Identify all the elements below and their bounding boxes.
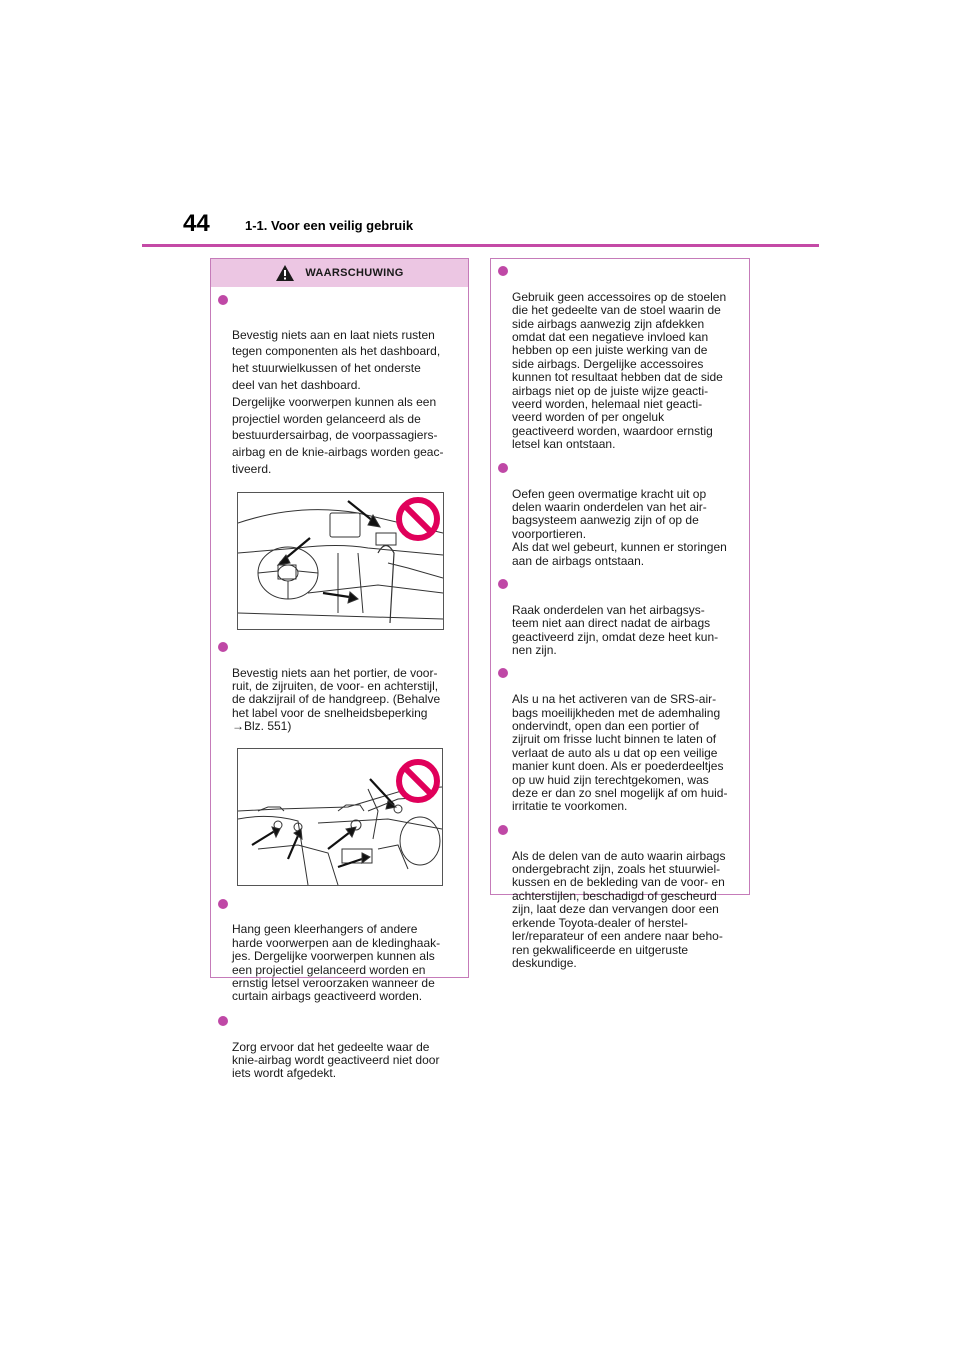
bullet-icon xyxy=(498,266,508,276)
page-number: 44 xyxy=(183,210,210,237)
dashboard-illustration xyxy=(237,492,444,630)
bullet-icon xyxy=(218,1016,228,1026)
list-item-text: Zorg ervoor dat het gedeelte waar de knie-airbag wordt geactiveerd niet door iets wordt afgedekt. xyxy=(232,1039,440,1081)
header-rule xyxy=(142,244,819,247)
warning-triangle-icon xyxy=(275,264,295,282)
list-item xyxy=(215,640,460,734)
warning-header xyxy=(211,259,468,287)
bullet-icon xyxy=(218,295,228,305)
list-item-text: Raak onderdelen van het airbagsys- teem niet aan direct nadat de airbags geactiveerd zijn, omdat deze heet kun- nen zijn. xyxy=(512,602,719,657)
list-item xyxy=(215,1014,460,1081)
bullet-icon xyxy=(218,642,228,652)
list-item-text: Gebruik geen accessoires op de stoelen die het gedeelte van de stoel waarin de side airbags aanwezig zijn afdekken omdat dat een negatieve invloed kan hebben op een juiste werking van de side airbags. Dergelijke accessoires kunnen tot resultaat hebben dat de side airbags niet op de juiste wijze geacti- veerd worden, helemaal niet geacti- veerd worden of per ongeluk geactiveerd worden, waardoor ernstig letsel kan ontstaan. xyxy=(512,289,727,452)
warning-box-right xyxy=(490,258,750,970)
list-item-text: Als u na het activeren van de SRS-air- bags moeilijkheden met de ademhaling ondervindt, open dan een portier of zijruit om frisse lucht binnen te laten of verlaat de auto als u dat op een veilige manier kunt doen. Als er poederdeeltjes op uw huid zijn terechtgekomen, was deze er dan zo snel mogelijk af om huid- irritatie te voorkomen. xyxy=(512,692,728,814)
bullet-icon xyxy=(498,668,508,678)
list-item-text: Hang geen kleerhangers of andere harde voorwerpen aan de kledinghaak- jes. Dergelijke voorwerpen kunnen als een projectiel gelanceerd worden en ernstig letsel veroorzaken wanneer de curtain airbags geactiveerd worden. xyxy=(232,922,441,1004)
warning-box-left xyxy=(210,258,469,1081)
list-item xyxy=(495,577,743,657)
bullet-icon xyxy=(218,899,228,909)
list-item xyxy=(215,293,460,478)
bullet-icon xyxy=(498,463,508,473)
list-item-text: Bevestig niets aan het portier, de voor- ruit, de zijruiten, de voor- en achterstijl, de dakzijrail of de handgreep. (Behalve het label voor de snelheidsbeperking →Blz. 551) xyxy=(232,665,441,734)
section-title: 1-1. Voor een veilig gebruik xyxy=(245,218,414,233)
list-item-text: Bevestig niets aan en laat niets rusten tegen componenten als het dashboard, het stuurwielkussen of het onderste deel van het dashboard. Dergelijke voorwerpen kunnen als een projectiel worden gelanceerd als de bestuurdersairbag, de voorpassagiers- airbag en de knie-airbags worden geac- tiveerd. xyxy=(232,327,444,476)
list-item xyxy=(495,461,743,568)
bullet-icon xyxy=(498,825,508,835)
list-item xyxy=(495,823,743,970)
list-item-text: Oefen geen overmatige kracht uit op delen waarin onderdelen van het air- bagsysteem aanwezig zijn of op de voorportieren. Als dat wel gebeurt, kunnen er storingen aan de airbags ontstaan. xyxy=(512,486,727,568)
list-item-text: Als de delen van de auto waarin airbags ondergebracht zijn, zoals het stuurwiel- kussen en de bekleding van de voor- en achterstijlen, beschadigd of gescheurd zijn, laat deze dan vervangen door een erkende Toyota-dealer of herstel- ler/reparateur of een andere naar beho- ren gekwalificeerde en uitgeruste deskundige. xyxy=(512,848,726,970)
list-item xyxy=(495,264,743,452)
warning-title: WAARSCHUWING xyxy=(305,267,404,279)
bullet-icon xyxy=(498,579,508,589)
list-item xyxy=(215,897,460,1004)
list-item xyxy=(495,666,743,813)
cabin-illustration xyxy=(237,748,443,886)
